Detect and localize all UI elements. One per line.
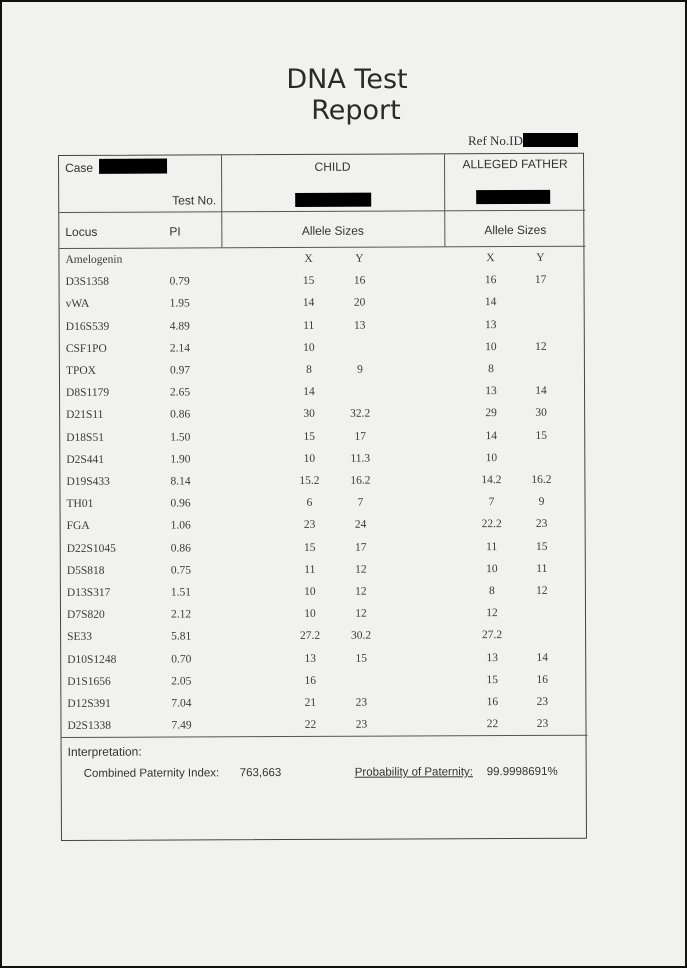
locus-name: D21S11 xyxy=(66,409,104,422)
pi-header: PI xyxy=(169,224,181,239)
table-row xyxy=(61,696,587,720)
father-allele-y: 14 xyxy=(536,651,548,664)
father-allele-y: 11 xyxy=(536,562,548,575)
child-allele-y: Y xyxy=(355,252,364,265)
father-allele-x: 14 xyxy=(485,429,498,442)
father-allele-x: 7 xyxy=(488,496,495,509)
father-allele-x: 13 xyxy=(484,318,497,331)
table-row xyxy=(61,651,587,675)
results-table xyxy=(58,153,587,841)
father-allele-x: 22.2 xyxy=(481,518,502,531)
table-row xyxy=(61,607,587,631)
child-allele-y: 12 xyxy=(355,607,367,620)
child-allele-x: 15 xyxy=(302,275,315,288)
pi-value: 1.51 xyxy=(170,586,192,599)
child-allele-x: 6 xyxy=(306,497,313,510)
pi-value: 2.65 xyxy=(170,386,191,399)
table-row xyxy=(60,451,586,475)
child-allele-y: 7 xyxy=(357,496,364,509)
table-row xyxy=(60,318,586,342)
father-allele-x: 11 xyxy=(486,540,498,553)
child-allele-y: 12 xyxy=(355,563,367,576)
child-allele-y: 23 xyxy=(355,718,368,731)
father-allele-x: 13 xyxy=(485,385,497,398)
father-allele-y: 12 xyxy=(536,584,548,597)
locus-name: CSF1PO xyxy=(65,342,107,355)
locus-name: vWA xyxy=(65,298,90,311)
test-no-label: Test No. xyxy=(172,193,217,208)
father-allele-x: X xyxy=(486,252,495,265)
father-allele-y: 16.2 xyxy=(531,473,552,486)
child-allele-x: 10 xyxy=(303,341,315,354)
child-allele-x: 15 xyxy=(303,541,316,554)
table-row xyxy=(61,562,587,586)
child-allele-x: 14 xyxy=(302,297,315,310)
father-allele-x: 15 xyxy=(486,673,499,686)
child-allele-x: 10 xyxy=(304,608,316,621)
child-allele-x: 21 xyxy=(304,696,317,709)
locus-name: D16S539 xyxy=(65,320,110,333)
table-row xyxy=(60,429,586,453)
child-allele-y: 15 xyxy=(355,652,367,665)
locus-name: D10S1248 xyxy=(67,653,117,666)
locus-name: D5S818 xyxy=(66,564,105,577)
case-redaction xyxy=(99,159,167,174)
child-allele-x: 30 xyxy=(303,408,315,421)
pi-value: 2.14 xyxy=(169,342,190,355)
pi-value: 0.97 xyxy=(169,364,191,377)
pi-value: 5.81 xyxy=(171,630,192,643)
father-allele-x: 8 xyxy=(489,585,495,598)
child-allele-x: 14 xyxy=(303,386,315,399)
pi-value: 1.90 xyxy=(170,453,191,466)
locus-name: D3S1358 xyxy=(65,275,110,289)
interpretation-label: Interpretation: xyxy=(67,744,142,759)
child-allele-y: 30.2 xyxy=(351,630,372,643)
child-allele-x: 23 xyxy=(303,519,316,532)
locus-name: FGA xyxy=(66,520,90,533)
father-allele-x: 29 xyxy=(485,407,497,420)
case-label: Case xyxy=(65,160,94,175)
child-allele-x: 16 xyxy=(304,674,317,687)
header-divider-1 xyxy=(59,210,585,213)
father-allele-y: 15 xyxy=(535,429,548,442)
child-allele-y: 13 xyxy=(353,319,366,332)
child-allele-y: 16 xyxy=(353,274,366,287)
locus-name: D12S391 xyxy=(67,697,111,710)
table-row xyxy=(61,585,587,609)
father-allele-y: 9 xyxy=(538,496,545,509)
locus-name: D7S820 xyxy=(66,608,105,622)
pi-value: 2.12 xyxy=(170,608,192,621)
locus-name: D19S433 xyxy=(66,475,110,488)
child-allele-x: X xyxy=(304,252,313,265)
table-row xyxy=(61,673,587,697)
table-row xyxy=(61,718,587,742)
pi-value: 7.49 xyxy=(171,719,192,732)
father-allele-x: 14 xyxy=(484,296,497,309)
child-allele-y: 12 xyxy=(355,585,367,598)
father-allele-x: 14.2 xyxy=(481,474,502,487)
child-allele-x: 15 xyxy=(303,430,316,443)
child-allele-sizes-header: Allele Sizes xyxy=(301,223,364,238)
table-row xyxy=(61,518,587,542)
header-divider-2 xyxy=(59,246,585,249)
report-title xyxy=(262,64,432,126)
father-allele-y: 12 xyxy=(535,340,547,353)
pi-value: 4.89 xyxy=(169,320,190,333)
probability-of-paternity-label: Probability of Paternity: xyxy=(354,766,473,779)
table-row xyxy=(60,340,586,364)
child-allele-y: 17 xyxy=(354,541,367,554)
locus-name: D2S441 xyxy=(66,453,105,466)
table-row xyxy=(60,474,586,498)
child-allele-y: 11.3 xyxy=(350,452,371,465)
child-allele-x: 8 xyxy=(306,363,312,376)
pi-value: 0.79 xyxy=(169,275,190,288)
table-row xyxy=(60,385,586,409)
locus-name: D2S1338 xyxy=(67,719,111,733)
child-test-no-redaction xyxy=(295,193,371,207)
child-allele-y: 16.2 xyxy=(350,474,371,487)
locus-name: D22S1045 xyxy=(66,542,116,555)
child-allele-y: 24 xyxy=(354,519,367,532)
pi-value: 1.95 xyxy=(169,297,190,310)
father-allele-y: 23 xyxy=(536,718,549,731)
locus-name: Amelogenin xyxy=(65,253,123,266)
table-row xyxy=(60,296,586,320)
father-allele-y: 30 xyxy=(535,407,547,420)
locus-name: D1S1656 xyxy=(67,675,111,688)
table-row xyxy=(60,363,586,387)
pi-value: 0.96 xyxy=(170,497,191,510)
father-allele-y: 23 xyxy=(536,695,549,708)
child-allele-y: 9 xyxy=(357,363,363,376)
father-allele-x: 13 xyxy=(486,651,498,664)
pi-value: 0.70 xyxy=(171,653,192,666)
father-allele-x: 16 xyxy=(484,274,497,287)
title-line-2: Report xyxy=(311,95,401,126)
child-allele-x: 13 xyxy=(304,652,316,665)
cpi-value: 763,663 xyxy=(239,767,282,780)
father-allele-sizes-header: Allele Sizes xyxy=(484,222,547,238)
locus-name: D8S1179 xyxy=(66,386,110,400)
child-allele-x: 10 xyxy=(303,452,316,465)
pi-value: 2.05 xyxy=(171,675,192,688)
father-allele-x: 8 xyxy=(488,363,494,376)
locus-name: SE33 xyxy=(67,631,93,644)
father-allele-x: 22 xyxy=(486,718,499,731)
father-test-no-redaction xyxy=(476,190,550,204)
father-allele-y: 23 xyxy=(535,518,548,531)
father-allele-x: 10 xyxy=(485,340,497,353)
father-allele-y: 15 xyxy=(535,540,548,553)
cpi-label: Combined Paternity Index: xyxy=(83,767,220,780)
pi-value: 1.50 xyxy=(170,431,191,444)
father-allele-x: 10 xyxy=(486,562,498,575)
pi-value: 0.75 xyxy=(170,564,191,577)
table-row xyxy=(61,540,587,564)
pi-value: 7.04 xyxy=(171,697,192,710)
child-allele-y: 23 xyxy=(355,696,368,709)
ref-number-redaction xyxy=(523,133,578,147)
child-allele-x: 22 xyxy=(304,719,317,732)
pi-value: 0.86 xyxy=(170,542,191,555)
father-allele-x: 12 xyxy=(486,607,498,620)
child-allele-x: 10 xyxy=(304,585,316,598)
locus-name: D13S317 xyxy=(66,586,111,599)
child-allele-x: 27.2 xyxy=(300,630,321,643)
father-allele-y: 16 xyxy=(536,673,549,686)
locus-name: TPOX xyxy=(65,364,96,377)
pi-value: 1.06 xyxy=(170,519,191,532)
father-allele-x: 27.2 xyxy=(482,629,503,642)
child-allele-y: 20 xyxy=(353,297,366,310)
father-allele-x: 10 xyxy=(485,451,498,464)
child-allele-x: 11 xyxy=(303,319,315,332)
locus-header: Locus xyxy=(65,224,98,239)
table-row xyxy=(60,407,586,431)
father-allele-y: Y xyxy=(536,251,545,264)
father-allele-x: 16 xyxy=(486,696,499,709)
alleged-father-label: ALLEGED FATHER xyxy=(462,156,568,172)
father-allele-y: 14 xyxy=(535,385,547,398)
father-allele-y: 17 xyxy=(534,274,547,287)
table-row xyxy=(60,274,586,298)
title-line-1: DNA Test xyxy=(286,64,408,95)
table-row xyxy=(61,629,587,653)
pi-value: 0.86 xyxy=(170,408,191,421)
locus-name: TH01 xyxy=(66,498,94,511)
child-allele-y: 17 xyxy=(354,430,367,443)
child-allele-x: 15.2 xyxy=(299,474,320,487)
probability-of-paternity-value: 99.9998691% xyxy=(486,765,558,779)
child-allele-x: 11 xyxy=(304,563,316,576)
child-label: CHILD xyxy=(314,159,351,174)
locus-name: D18S51 xyxy=(66,431,104,444)
ref-number-label: Ref No.ID xyxy=(468,133,523,148)
table-row xyxy=(60,496,586,520)
table-row xyxy=(59,252,585,276)
pi-value: 8.14 xyxy=(170,475,191,488)
child-allele-y: 32.2 xyxy=(350,408,371,421)
